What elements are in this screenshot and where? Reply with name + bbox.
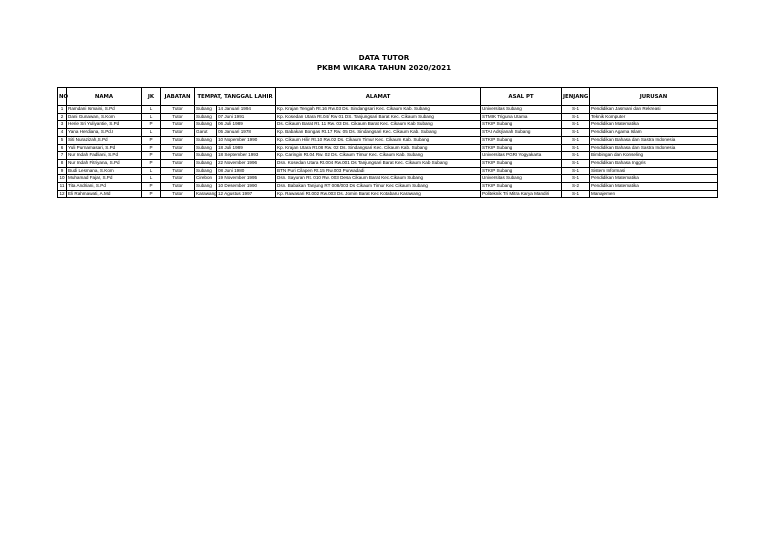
cell-jurusan: Pendidikan Bahasa dan Sastra Indonesia xyxy=(590,144,718,152)
cell-jurusan: Manajemen xyxy=(590,190,718,198)
cell-jenjang: S-1 xyxy=(562,152,590,160)
table-row xyxy=(58,152,718,160)
cell-jk: P xyxy=(142,144,161,152)
cell-tempat: Subang xyxy=(195,183,217,191)
cell-jabatan: Tutor xyxy=(161,136,195,144)
cell-jabatan: Tutor xyxy=(161,129,195,137)
cell-asal-pt: STKIP Subang xyxy=(481,159,562,167)
header-jk: JK xyxy=(142,88,161,106)
cell-jenjang: S-1 xyxy=(562,113,590,121)
table-row xyxy=(58,136,718,144)
cell-tempat: Karawang xyxy=(195,190,217,198)
cell-jk: L xyxy=(142,129,161,137)
cell-alamat: BTN Puri Cilapen Rt.15 Rw.003 Purwadadi xyxy=(276,167,481,175)
cell-tanggal: 10 Desember 1990 xyxy=(217,183,276,191)
cell-nama: Dani Gunawan, S.Kom xyxy=(67,113,142,121)
cell-alamat: Kp. Cikaum Hilir Rt.10 Rw.02 Ds. Cikaum Timur Kec. Cikaum Kab. Subang xyxy=(276,136,481,144)
cell-jurusan: Pendidikan Matematika xyxy=(590,121,718,129)
cell-alamat: Dsn. Kosedan Utara Rt.004 Rw.001 Ds Tanjungsari Barat Kec. Cikaum Kab Subang xyxy=(276,159,481,167)
cell-jurusan: Bimbingan dan Konseling xyxy=(590,152,718,160)
cell-tanggal: 12 Agustus 1997 xyxy=(217,190,276,198)
title-line-1: DATA TUTOR xyxy=(358,53,410,62)
cell-asal-pt: STKIP Subang xyxy=(481,144,562,152)
cell-jenjang: S-1 xyxy=(562,136,590,144)
cell-tanggal: 18 September 1993 xyxy=(217,152,276,160)
cell-no: 8 xyxy=(58,159,67,167)
tutor-table xyxy=(57,87,718,198)
cell-nama: Budi Lesmana, S.Kom xyxy=(67,167,142,175)
cell-jabatan: Tutor xyxy=(161,190,195,198)
cell-alamat: Kp. Krajan Tengah Rt.16 Rw.03 Ds. Sindangsari Kec. Cikaum Kab. Subang xyxy=(276,106,481,114)
cell-tanggal: 07 Juni 1991 xyxy=(217,113,276,121)
cell-asal-pt: Universitas Subang xyxy=(481,106,562,114)
cell-jurusan: Pendidikan Matematika xyxy=(590,183,718,191)
cell-tempat: Subang xyxy=(195,152,217,160)
table-row xyxy=(58,183,718,191)
cell-asal-pt: STKIP Subang xyxy=(481,183,562,191)
cell-jk: P xyxy=(142,190,161,198)
cell-jabatan: Tutor xyxy=(161,167,195,175)
cell-tanggal: 18 Juli 1989 xyxy=(217,144,276,152)
cell-no: 1 xyxy=(58,106,67,114)
table-header-row xyxy=(58,88,718,106)
cell-nama: Herie Sri Yuliyantie, S.Pd xyxy=(67,121,142,129)
cell-asal-pt: Universitas PGRI Yogyakarta xyxy=(481,152,562,160)
cell-tempat: Subang xyxy=(195,113,217,121)
title-line-2: PKBM WIKARA TAHUN 2020/2021 xyxy=(316,63,452,72)
cell-jurusan: Pendidikan Bahasa Inggris xyxy=(590,159,718,167)
table-row xyxy=(58,106,718,114)
cell-jk: P xyxy=(142,136,161,144)
cell-tempat: Subang xyxy=(195,159,217,167)
cell-jk: L xyxy=(142,167,161,175)
cell-asal-pt: STKIP Subang xyxy=(481,167,562,175)
cell-nama: Yuli Purnamasari, S.Pd xyxy=(67,144,142,152)
cell-jurusan: Pendidikan Bahasa dan Sastra Indonesia xyxy=(590,136,718,144)
cell-alamat: Kp. Kosedan Utara Rt.04/ Rw 01 DS. Tanjungsari Barat Kec. Cikaum Subang xyxy=(276,113,481,121)
cell-alamat: Ds. Cikaum Barat Rt. 11 Rw. 03 Ds. Cikaum Barat Kec. Cikaum Kab Subang xyxy=(276,121,481,129)
table-row xyxy=(58,190,718,198)
cell-jabatan: Tutor xyxy=(161,183,195,191)
cell-nama: Nur Indah Fadliani, S.Pd xyxy=(67,152,142,160)
cell-tanggal: 08 Juni 1980 xyxy=(217,167,276,175)
cell-jabatan: Tutor xyxy=(161,121,195,129)
cell-jabatan: Tutor xyxy=(161,113,195,121)
cell-no: 3 xyxy=(58,121,67,129)
table-row xyxy=(58,113,718,121)
cell-jenjang: S-1 xyxy=(562,144,590,152)
cell-tempat: Subang xyxy=(195,167,217,175)
cell-tanggal: 06 Juli 1989 xyxy=(217,121,276,129)
cell-jabatan: Tutor xyxy=(161,144,195,152)
header-no: NO xyxy=(58,88,67,106)
cell-alamat: Kp. Caringin Rt.04 Rw. 02 Ds. Cikaum Timur Kec. Cikaum Kab. Subang xyxy=(276,152,481,160)
cell-tempat: Subang xyxy=(195,136,217,144)
cell-alamat: Dsn. Babakan Tanjung RT 008/003 Ds Cikaum Timur Kec Cikaum Subang xyxy=(276,183,481,191)
table-row xyxy=(58,159,718,167)
cell-jk: P xyxy=(142,152,161,160)
cell-jk: L xyxy=(142,175,161,183)
cell-no: 11 xyxy=(58,183,67,191)
header-asal-pt: ASAL PT xyxy=(481,88,562,106)
cell-jenjang: S-1 xyxy=(562,175,590,183)
cell-nama: Muhamad Fajar, S.Pd xyxy=(67,175,142,183)
table-row xyxy=(58,167,718,175)
cell-no: 10 xyxy=(58,175,67,183)
header-jurusan: JURUSAN xyxy=(590,88,718,106)
cell-no: 9 xyxy=(58,167,67,175)
cell-tanggal: 22 November 1996 xyxy=(217,159,276,167)
cell-no: 4 xyxy=(58,129,67,137)
header-nama: NAMA xyxy=(67,88,142,106)
cell-jenjang: S-1 xyxy=(562,190,590,198)
header-jenjang: JENJANG xyxy=(562,88,590,106)
cell-asal-pt: STAI Adsýanah Subang xyxy=(481,129,562,137)
tutor-table-body xyxy=(58,106,718,198)
table-row xyxy=(58,175,718,183)
cell-jk: P xyxy=(142,121,161,129)
cell-nama: Eli Rahmawati, A.Md xyxy=(67,190,142,198)
table-row xyxy=(58,121,718,129)
cell-jurusan: Pendidikan Jasmani dan Rekreasi xyxy=(590,106,718,114)
cell-jabatan: Tutor xyxy=(161,159,195,167)
cell-tanggal: 14 Januari 1994 xyxy=(217,106,276,114)
cell-jurusan: Pendidikan Matematika xyxy=(590,175,718,183)
header-alamat: ALAMAT xyxy=(276,88,481,106)
cell-no: 7 xyxy=(58,152,67,160)
cell-tanggal: 05 Januari 1978 xyxy=(217,129,276,137)
cell-asal-pt: Politeknik Tri Mitra Karya Mandiri xyxy=(481,190,562,198)
cell-asal-pt: STKIP Subang xyxy=(481,121,562,129)
cell-jabatan: Tutor xyxy=(161,175,195,183)
cell-jenjang: S-1 xyxy=(562,121,590,129)
cell-jk: P xyxy=(142,159,161,167)
cell-no: 5 xyxy=(58,136,67,144)
cell-jenjang: S-1 xyxy=(562,129,590,137)
cell-jenjang: S-1 xyxy=(562,106,590,114)
cell-no: 6 xyxy=(58,144,67,152)
header-jabatan: JABATAN xyxy=(161,88,195,106)
cell-nama: Yana Herdiana, S.Pd.I xyxy=(67,129,142,137)
cell-tanggal: 19 November 1995 xyxy=(217,175,276,183)
cell-jurusan: Teknik Komputer xyxy=(590,113,718,121)
cell-jabatan: Tutor xyxy=(161,106,195,114)
cell-nama: Siti Nurazizah,S.Pd xyxy=(67,136,142,144)
cell-jk: P xyxy=(142,183,161,191)
cell-no: 12 xyxy=(58,190,67,198)
cell-jabatan: Tutor xyxy=(161,152,195,160)
table-row xyxy=(58,144,718,152)
cell-asal-pt: Universitas Subang xyxy=(481,175,562,183)
cell-jenjang: S-1 xyxy=(562,167,590,175)
document-title xyxy=(0,53,768,73)
table-row xyxy=(58,129,718,137)
cell-alamat: Dsn. Sayuran Rt. 010 Rw. 003 Desa Cikaum Barat Kec.Cikaum Subang xyxy=(276,175,481,183)
header-ttl: TEMPAT, TANGGAL LAHIR xyxy=(195,88,276,106)
cell-no: 2 xyxy=(58,113,67,121)
cell-tempat: Cirebon xyxy=(195,175,217,183)
cell-jurusan: Sistem Informasi xyxy=(590,167,718,175)
cell-alamat: Kp. Rawasari Rt.002 Rw.003 Ds. Jomin Barat Kec Kotabaru Karawang xyxy=(276,190,481,198)
cell-tempat: Garut xyxy=(195,129,217,137)
cell-nama: Nur Indah Fitriyana, S.Pd xyxy=(67,159,142,167)
cell-tempat: Subang xyxy=(195,144,217,152)
cell-jenjang: S-2 xyxy=(562,183,590,191)
cell-jurusan: Pendidikan Agama Islam xyxy=(590,129,718,137)
cell-tempat: Subang xyxy=(195,106,217,114)
cell-tanggal: 10 Nopember 1990 xyxy=(217,136,276,144)
cell-nama: Tita Andriani, S.Pd xyxy=(67,183,142,191)
cell-jk: L xyxy=(142,106,161,114)
cell-nama: Ramdani Ismaini, S.Pd xyxy=(67,106,142,114)
cell-asal-pt: STKIP Subang xyxy=(481,136,562,144)
cell-jenjang: S-1 xyxy=(562,159,590,167)
cell-tempat: Subang xyxy=(195,121,217,129)
cell-alamat: Kp. Babakan Bongas Rt.17 Rw. 05 Ds. Sindangsari Kec. Cikaum Kab. Subang xyxy=(276,129,481,137)
cell-jk: L xyxy=(142,113,161,121)
cell-alamat: Kp. Krajan Utara Rt.08 Rw. 02 Ds. Sindangsari Kec. Cikaum Kab. Subang xyxy=(276,144,481,152)
cell-asal-pt: STMIK Triguna Utama xyxy=(481,113,562,121)
